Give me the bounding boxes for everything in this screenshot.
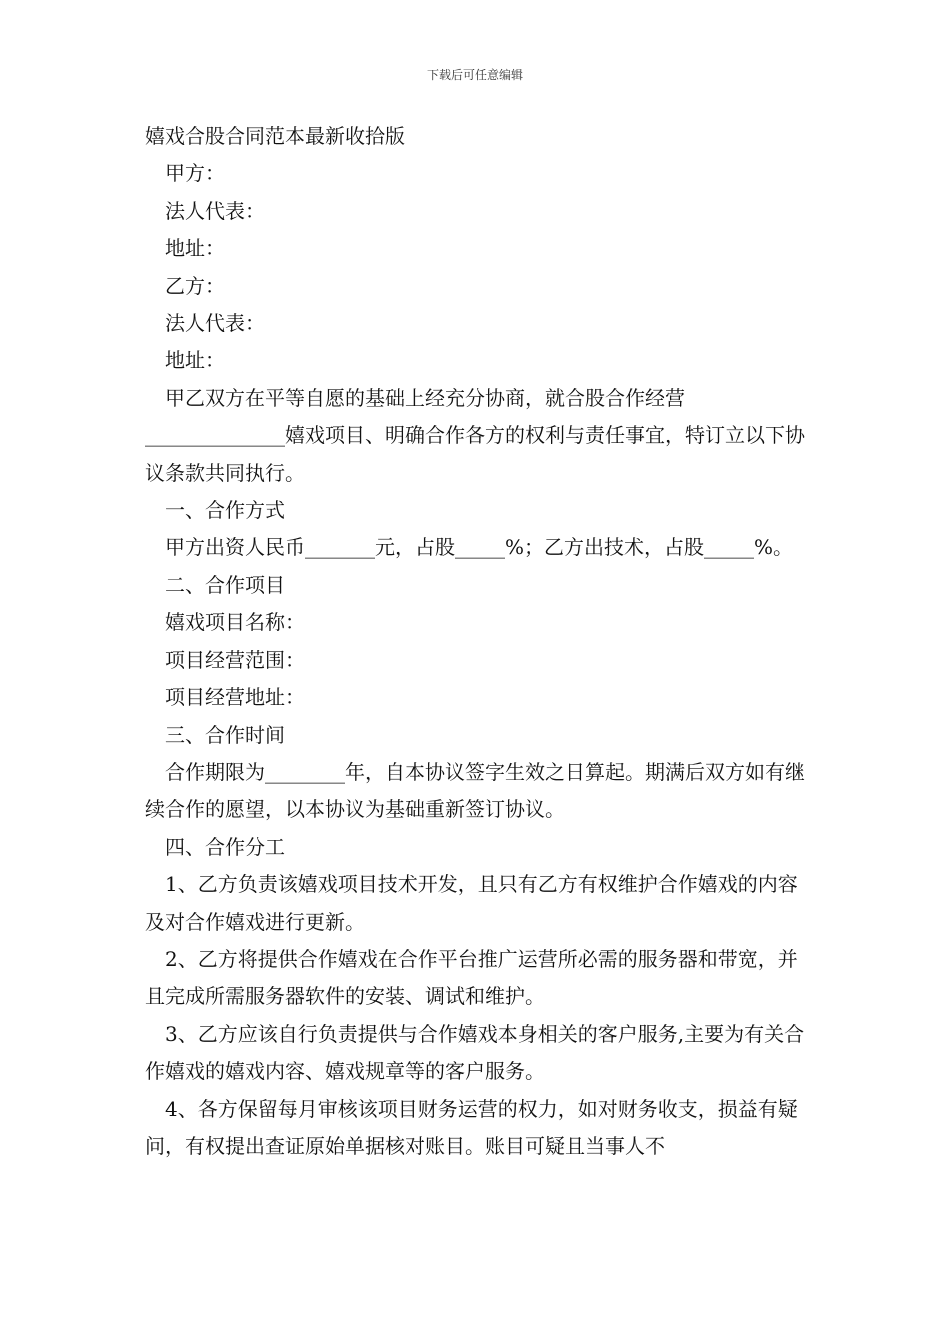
- section-2-project-scope: 项目经营范围：: [165, 647, 305, 672]
- party-a-label: 甲方：: [165, 161, 225, 186]
- section-2-project-name: 嬉戏项目名称：: [165, 610, 305, 635]
- section-3-body: 合作期限为________年，自本协议签字生效之日算起。期满后双方如有继续合作的愿望，以本协议为基础重新签订协议。: [145, 759, 805, 822]
- section-4-heading: 四、合作分工: [165, 834, 285, 859]
- document-body: [145, 118, 807, 1165]
- section-4-item-2: 2、乙方将提供合作嬉戏在合作平台推广运营所必需的服务器和带宽，并且完成所需服务器软件的安装、调试和维护。: [145, 946, 798, 1009]
- section-1-heading: 一、合作方式: [165, 498, 285, 523]
- section-4-item-1: 1、乙方负责该嬉戏项目技术开发，且只有乙方有权维护合作嬉戏的内容及对合作嬉戏进行更新。: [145, 872, 798, 934]
- section-1-body: 甲方出资人民币_______元，占股_____%；乙方出技术，占股_____%。: [165, 535, 794, 560]
- document-title: 嬉戏合股合同范本最新收拾版: [145, 124, 405, 148]
- section-2-heading: 二、合作项目: [165, 572, 285, 597]
- page-header-note: 下载后可任意编辑: [426, 68, 523, 82]
- intro-paragraph: 甲乙双方在平等自愿的基础上经充分协商，就合股合作经营______________嬉戏项目、明确合作各方的权利与责任事宜，特订立以下协议条款共同执行。: [145, 385, 805, 485]
- party-a-representative: 法人代表：: [165, 198, 265, 223]
- party-b-address: 地址：: [165, 348, 225, 373]
- party-a-address: 地址：: [165, 236, 225, 261]
- section-3-heading: 三、合作时间: [165, 722, 285, 747]
- party-b-label: 乙方：: [165, 273, 225, 298]
- section-2-project-address: 项目经营地址：: [165, 685, 305, 710]
- section-4-item-3: 3、乙方应该自行负责提供与合作嬉戏本身相关的客户服务,主要为有关合作嬉戏的嬉戏内容、嬉戏规章等的客户服务。: [145, 1021, 805, 1084]
- section-4-item-4: 4、各方保留每月审核该项目财务运营的权力，如对财务收支，损益有疑问，有权提出查证原始单据核对账目。账目可疑且当事人不: [145, 1096, 798, 1158]
- party-b-representative: 法人代表：: [165, 311, 265, 336]
